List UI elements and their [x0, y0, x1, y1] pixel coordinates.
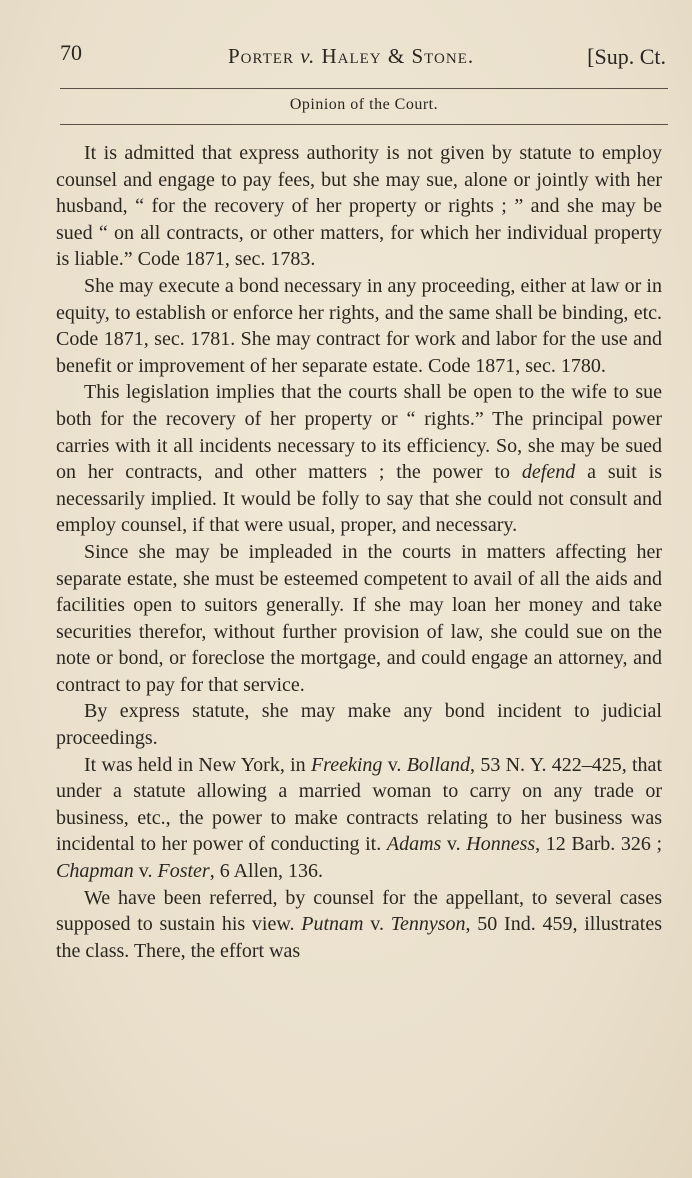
- paragraph-4: Since she may be impleaded in the courts in matters affecting her separate estate, she must be esteemed competent to avail of all the aids and facilities open to suitors generally. If she may loan her money and take securities therefor, without further provision of law, she could sue on the note or bond, or foreclose the mortgage, and could engage an attorney, and contract to pay for that service.: [56, 540, 662, 696]
- case-name-freeking: Freeking: [310, 753, 383, 776]
- case-title-defendants: Haley & Stone.: [315, 44, 475, 68]
- paragraph-6: [56, 752, 662, 885]
- paragraph-7-text-a: We have been referred, by counsel for the appellant, to several cases supposed to sustain his view.: [56, 886, 662, 936]
- case-name-foster: Foster: [157, 860, 210, 883]
- paragraph-6-text-m: , 6 Allen, 136.: [209, 860, 324, 883]
- paragraph-3-italic-defend: defend: [521, 461, 576, 484]
- paragraph-6-text-e: , 53 N. Y. 422–425, that under a statute allowing a married woman to carry on any trade or business, etc., the power to make contracts relating to her business was incidental to her power of conducting it.: [56, 753, 662, 856]
- running-header: [60, 40, 668, 74]
- case-name-chapman: Chapman: [56, 860, 134, 883]
- court-label: [Sup. Ct.: [587, 44, 666, 69]
- page-number: 70: [60, 40, 82, 65]
- paragraph-6-text-i: , 12 Barb. 326 ;: [535, 833, 663, 856]
- header-rule-bottom: [60, 124, 668, 125]
- paragraph-6-text-k: v.: [133, 860, 158, 883]
- paragraph-2: She may execute a bond necessary in any proceeding, either at law or in equity, to establish or enforce her rights, and the same shall be binding, etc. Code 1871, sec. 1781. She may contract for work and labor for the use and benefit or improvement of her separate estate. Code 1871, sec. 1780.: [56, 274, 662, 377]
- case-title-plaintiff: Porter: [228, 44, 301, 68]
- case-title-versus: v.: [300, 44, 316, 68]
- case-name-adams: Adams: [386, 833, 442, 856]
- opinion-body: [56, 140, 662, 964]
- case-name-putnam: Putnam: [301, 913, 364, 936]
- paragraph-7-text-c: v.: [363, 913, 391, 936]
- paragraph-1: It is admitted that express authority is not given by statute to employ counsel and engage to pay fees, but she may sue, alone or jointly with her husband, “ for the recovery of her property or rights ; ” and she may be sued “ on all contracts, or other matters, for which her individual property is liable.” Code 1871, sec. 1783.: [56, 142, 662, 271]
- case-name-tennyson: Tennyson: [390, 913, 466, 936]
- case-title: [228, 44, 474, 69]
- paragraph-3-text-c: a suit is necessarily implied. It would be folly to say that she could not consult and employ counsel, if that were usual, proper, and necessary.: [56, 461, 662, 537]
- section-subheading: Opinion of the Court.: [289, 96, 439, 113]
- paragraph-3: [56, 379, 662, 539]
- paragraph-6-text-c: v.: [382, 753, 407, 776]
- paragraph-7-text-e: , 50 Ind. 459, illustrates the class. There, the effort was: [56, 913, 662, 962]
- paragraph-6-text-a: It was held in New York, in: [84, 753, 311, 776]
- case-name-bolland: Bolland: [406, 753, 471, 776]
- case-name-honness: Honness: [466, 833, 536, 856]
- header-rule-top: [60, 88, 668, 89]
- paragraph-7: [56, 885, 662, 965]
- paragraph-5: By express statute, she may make any bond incident to judicial proceedings.: [56, 700, 662, 750]
- paragraph-3-text-a: This legislation implies that the courts shall be open to the wife to sue both for the recovery of her property or “ rights.” The principal power carries with it all incidents necessary to its efficiency. So, she may be sued on her contracts, and other matters ; the power to: [56, 381, 662, 484]
- paragraph-6-text-g: v.: [441, 833, 467, 856]
